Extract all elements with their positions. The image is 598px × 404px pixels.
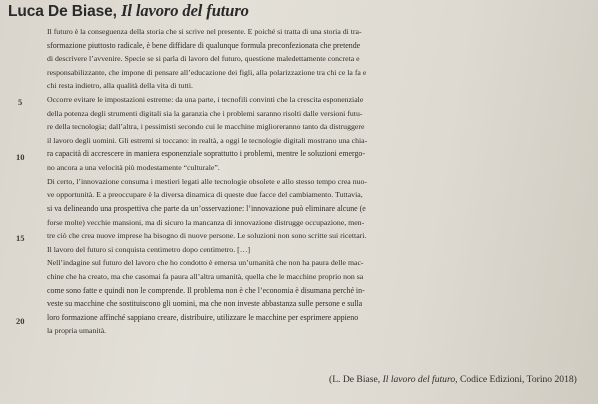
citation-suffix: , Codice Edizioni, Torino 2018) <box>455 374 577 385</box>
text-line: della potenza degli strumenti digitali sia la garanzia che i problemi saranno risolti dalle versioni futu- <box>47 108 363 118</box>
passage-text <box>47 25 595 338</box>
text-line: ra capacità di accrescere in maniera esponenziale soprattutto i problemi, mentre le soluzioni emergo- <box>47 149 365 159</box>
title-author: Luca De Biase, <box>8 3 117 20</box>
text-line: sformazione piuttosto radicale, è bene diffidare di qualunque formula preconfezionata che pretende <box>47 40 361 50</box>
text-line: ve opportunità. E a preoccupare è la diversa dinamica di queste due facce del cambiamento. Tuttavia, <box>47 190 363 200</box>
text-line: tre ciò che crea nuove imprese ha bisogno di nuove persone. Le soluzioni non sono scritte sui ricettari. <box>47 231 367 241</box>
text-line: responsabilizzante, che impone di pensare all’educazione dei figli, alla polarizzazione tra chi ce la fa e <box>47 67 367 77</box>
page-title <box>8 1 249 21</box>
title-book: Il lavoro del futuro <box>121 1 249 20</box>
line-number: 5 <box>18 97 23 107</box>
citation-title: Il lavoro del futuro <box>382 374 456 385</box>
text-line: Il lavoro del futuro si conquista centimetro dopo centimetro. […] <box>47 244 251 254</box>
text-line: chine che ha creato, ma che casomai fa paura all’altra umanità, quella che le macchine proprio non sa <box>47 271 364 281</box>
text-line: Nell’indagine sul futuro del lavoro che ho condotto è emersa un’umanità che non ha paura delle mac- <box>47 258 364 268</box>
text-line: forse molte) vecchie mansioni, ma di sicuro la mancanza di innovazione distrugge occupazione, men- <box>47 217 365 227</box>
line-number: 20 <box>16 316 25 326</box>
text-line: chi resta indietro, alla qualità della vita di tutti. <box>47 81 193 91</box>
text-line: loro formazione affinché sappiano creare, distribuire, utilizzare le macchine per esprimere appieno <box>47 312 359 322</box>
text-line: Di certo, l’innovazione consuma i mestieri legati alle tecnologie obsolete e allo stesso tempo crea nuo- <box>47 176 367 186</box>
text-line: la propria umanità. <box>47 326 107 336</box>
text-line: di descrivere l’avvenire. Specie se si parla di lavoro del futuro, questione maledettamente concreta e <box>47 54 360 64</box>
line-number: 10 <box>16 152 25 162</box>
citation-prefix: (L. De Biase, <box>329 374 383 385</box>
source-citation <box>329 374 577 385</box>
text-line: Il futuro è la conseguenza della storia che si scrive nel presente. E poiché si tratta di una storia di tra- <box>47 27 362 36</box>
text-line: no ancora a una velocità più modestamente “culturale”. <box>47 163 220 173</box>
text-line: il lavoro degli uomini. Gli estremi si toccano: in realtà, a oggi le tecnologie digitali mostrano una chia- <box>47 135 368 145</box>
line-number: 15 <box>16 233 25 243</box>
text-line: re della tecnologia; dall’altra, i pessimisti secondo cui le macchine miglioreranno tanto da distruggere <box>47 122 365 132</box>
text-line: Occorre evitare le impostazioni estreme: da una parte, i tecnofili convinti che la crescita esponenziale <box>47 95 364 105</box>
text-line: veste su macchine che sostituiscono gli uomini, ma che non investe abbastanza sulle persone e sulla <box>47 299 363 309</box>
text-line: si va delineando una prospettiva che parte da un’osservazione: l’innovazione può eliminare alcune (e <box>47 203 366 213</box>
text-line: come sono fatte e quindi non le comprende. Il problema non è che l’economia è disumana perché in- <box>47 285 365 295</box>
